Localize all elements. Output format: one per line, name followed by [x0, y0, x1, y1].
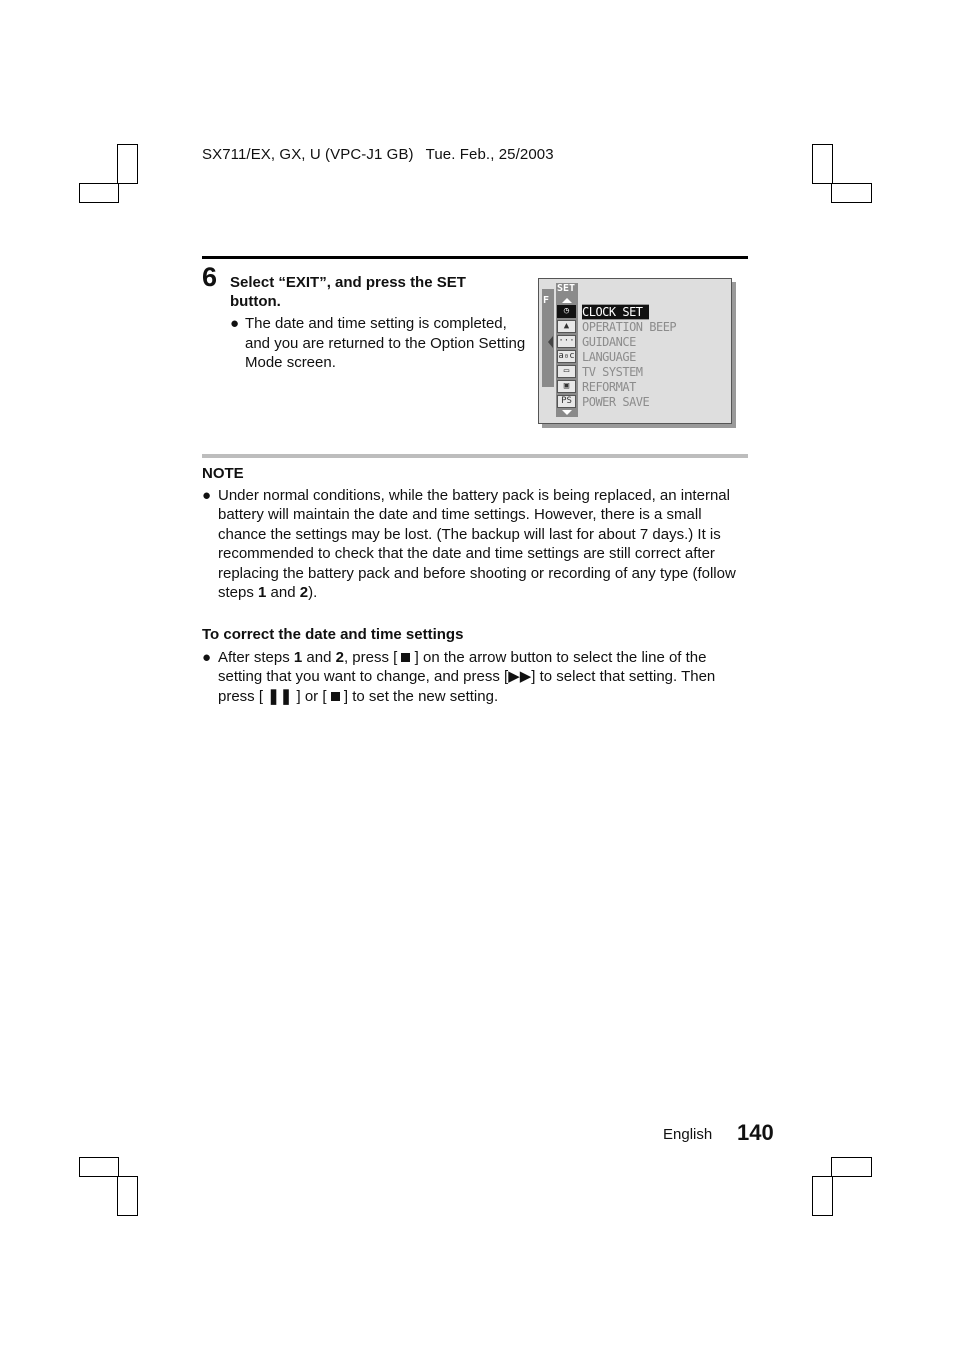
language-icon: a₀c — [558, 351, 575, 361]
screen-tab-label: SET — [557, 283, 576, 294]
page-number: 140 — [737, 1120, 774, 1145]
crop-mark — [117, 144, 138, 184]
screen-side-tab-label: F — [543, 295, 550, 306]
crop-mark — [79, 1157, 119, 1177]
step-bullet — [230, 314, 535, 373]
pause-icon: ❚❚ — [267, 687, 293, 705]
step-bullet-text: The date and time setting is completed, and you are returned to the Option Setting Mode screen. — [245, 315, 526, 371]
note-text: Under normal conditions, while the battery pack is being replaced, an internal battery will maintain the date and time settings. However, there is a small chance the settings may be lost. (The backup will last for about 7 days.) It is recommended to check that the date and time settings are still correct after replacing the battery pack and before shooting or recording of any type (follow steps — [218, 487, 736, 602]
bell-icon: ▲ — [557, 320, 576, 333]
scroll-up-icon — [562, 298, 572, 303]
correct-text: and — [302, 649, 336, 666]
screen-left-arrow-icon — [548, 336, 553, 348]
step-title: Select “EXIT”, and press the SET button. — [230, 274, 466, 310]
menu-item-reformat: REFORMAT — [582, 379, 636, 395]
stop-button-icon — [331, 692, 340, 701]
guidance-icon: ··· — [558, 336, 575, 346]
crop-mark — [812, 1176, 833, 1216]
menu-item-guidance: GUIDANCE — [582, 334, 636, 350]
power-save-icon: PS — [557, 395, 576, 408]
header-model: SX711/EX, GX, U (VPC-J1 GB) — [202, 146, 414, 163]
bullet-icon: ● — [202, 649, 212, 666]
step-number: 6 — [202, 262, 218, 292]
stop-button-icon — [401, 653, 410, 662]
footer-language: English — [663, 1126, 713, 1143]
correct-text: ] to set the new setting. — [343, 687, 499, 705]
correct-paragraph — [202, 648, 748, 706]
crop-mark — [831, 183, 872, 203]
scroll-down-icon — [562, 410, 572, 415]
menu-item-power-save: POWER SAVE — [582, 394, 650, 410]
header-date: Tue. Feb., 25/2003 — [425, 146, 554, 163]
bullet-icon: ● — [230, 315, 240, 332]
note-heading: NOTE — [202, 465, 244, 482]
camera-screen — [538, 278, 732, 424]
crop-mark — [831, 1157, 872, 1177]
sub-heading: To correct the date and time settings — [202, 626, 464, 643]
note-text: and — [266, 584, 300, 602]
fast-forward-icon: ▶▶ — [508, 668, 532, 686]
step-ref: 1 — [258, 584, 267, 602]
section-rule — [202, 256, 748, 259]
tv-icon: ▭ — [557, 365, 576, 378]
menu-item-tv-system: TV SYSTEM — [582, 364, 643, 380]
step-ref: 2 — [299, 584, 309, 602]
correct-text: ] on the arrow button to select the line of the setting that you want to change, and press [ — [218, 649, 707, 686]
crop-mark — [79, 183, 119, 203]
correct-text: ] to select that setting. Then press [ — [218, 668, 716, 705]
correct-text: After steps — [218, 649, 294, 666]
note-paragraph — [202, 486, 748, 602]
menu-item-clock-set: CLOCK SET — [582, 305, 649, 320]
bullet-icon: ● — [202, 487, 212, 504]
step-ref: 2 — [335, 649, 344, 666]
crop-mark — [117, 1176, 138, 1216]
note-rule — [202, 454, 748, 458]
page-header — [202, 146, 554, 163]
correct-text: , press [ — [343, 649, 398, 666]
crop-mark — [812, 144, 833, 184]
clock-icon: ◷ — [557, 305, 576, 318]
note-text: ). — [308, 584, 318, 602]
menu-item-operation-beep: OPERATION BEEP — [582, 319, 677, 335]
step-ref: 1 — [293, 649, 303, 666]
correct-text: ] or [ — [296, 687, 327, 705]
menu-item-language: LANGUAGE — [582, 349, 636, 365]
card-icon: ▣ — [557, 380, 576, 393]
